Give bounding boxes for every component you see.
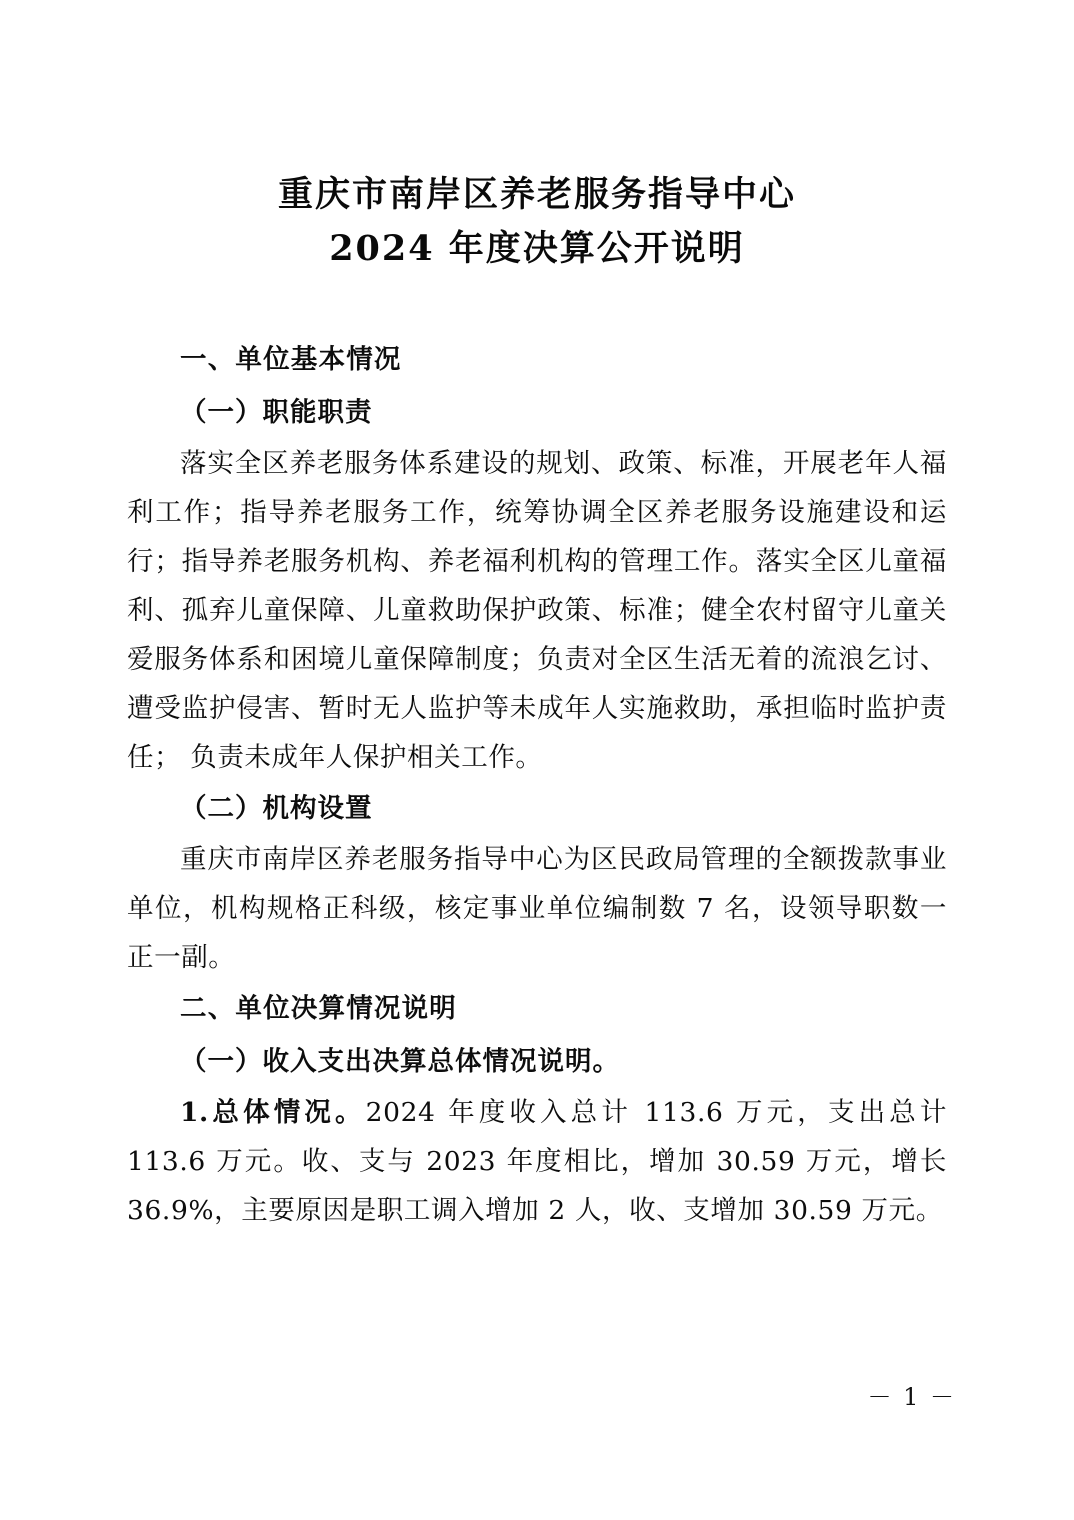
document-body [127, 277, 947, 1235]
section-heading-1: 一、单位基本情况 [180, 343, 402, 375]
subsection-heading-1-2: （二）机构设置 [180, 792, 373, 824]
item-lead-label: 1.总体情况。 [180, 1096, 366, 1128]
page-number: － 1 － [867, 1383, 956, 1411]
item-body-text: 2024 年度收入总计 113.6 万元，支出总计 113.6 万元。收、支与 2023 年度相比，增加 30.59 万元，增长 36.9%，主要原因是职工调入增加 2 人，收、支增加 30.59 万元。 [127, 1096, 947, 1226]
paragraph-duties: 落实全区养老服务体系建设的规划、政策、标准，开展老年人福利工作；指导养老服务工作，统筹协调全区养老服务设施建设和运行；指导养老服务机构、养老福利机构的管理工作。落实全区儿童福利、孤弃儿童保障、儿童救助保护政策、标准；健全农村留守儿童关爱服务体系和困境儿童保障制度；负责对全区生活无着的流浪乞讨、遭受监护侵害、暂时无人监护等未成年人实施救助，承担临时监护责任； 负责未成年人保护相关工作。 [127, 447, 947, 773]
document-title [0, 168, 1074, 277]
section-heading-2: 二、单位决算情况说明 [180, 992, 457, 1024]
title-line-2: 2024 年度决算公开说明 [329, 228, 745, 270]
subsection-heading-1-1: （一）职能职责 [180, 396, 373, 428]
title-line-1: 重庆市南岸区养老服务指导中心 [277, 174, 796, 215]
subsection-heading-2-1: （一）收入支出决算总体情况说明。 [180, 1045, 620, 1077]
paragraph-organization: 重庆市南岸区养老服务指导中心为区民政局管理的全额拨款事业单位，机构规格正科级，核定事业单位编制数 7 名，设领导职数一正一副。 [127, 843, 947, 973]
paragraph-overall-figures [127, 1088, 947, 1235]
